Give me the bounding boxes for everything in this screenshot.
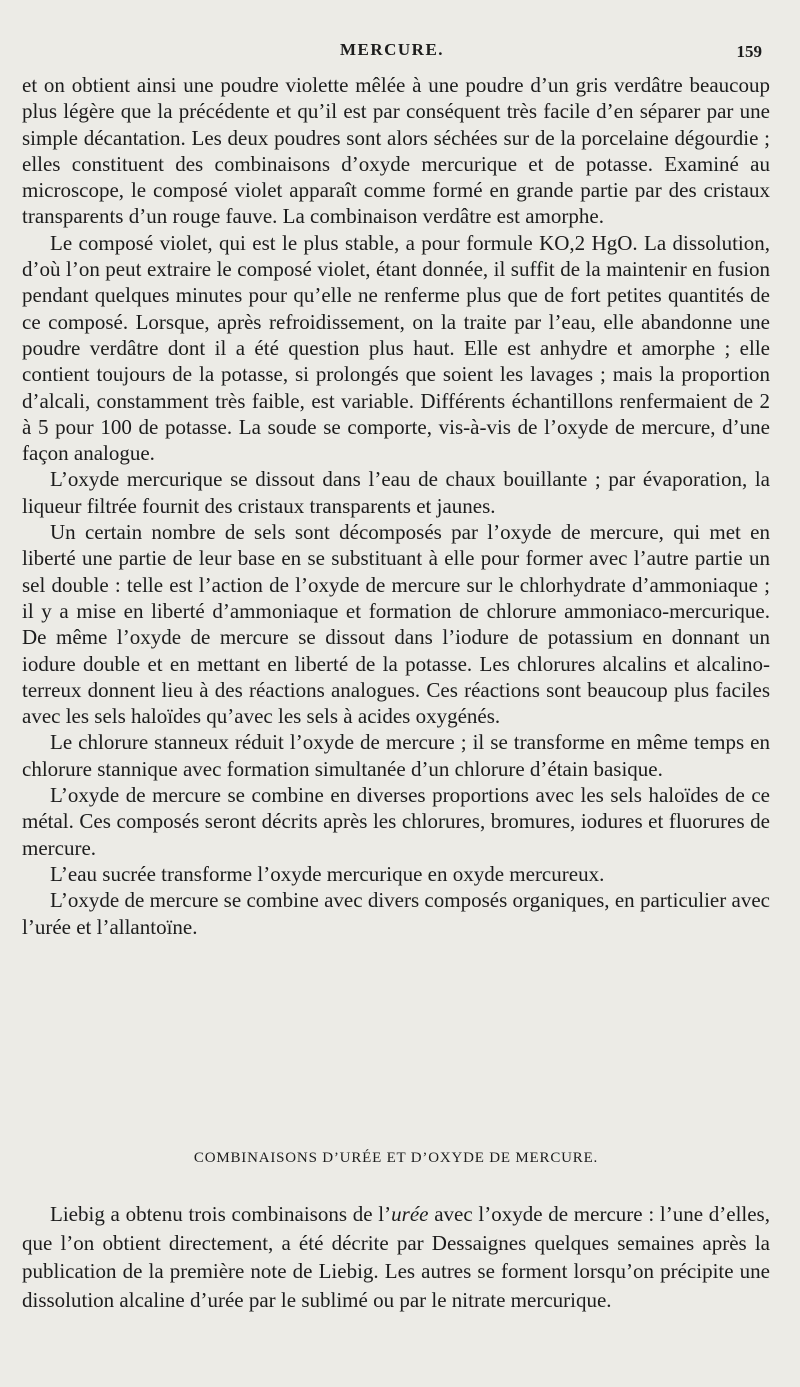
paragraph: L’eau sucrée transforme l’oxyde mercurique en oxyde mercureux. bbox=[50, 861, 605, 886]
paragraph-continuation: et on obtient ainsi une poudre violette mêlée à une poudre d’un gris verdâtre beaucoup plus légère que la précédente et qu’il est par conséquent très facile d’en séparer par une simple décantation. Les deux poudres sont alors séchées sur de la porcelaine dégourdie ; elles constituent des combinaisons d’oxyde mercurique et de potasse. Examiné au microscope, le composé violet apparaît comme formé en grande partie par des cristaux transparents d’un rouge fauve. La combinaison verdâtre est amorphe. bbox=[22, 73, 770, 229]
body-text bbox=[22, 72, 770, 940]
running-title: MERCURE. bbox=[339, 40, 445, 59]
section-text-start: Liebig a obtenu trois combinaisons de l’ bbox=[50, 1202, 392, 1226]
paragraph: L’oxyde de mercure se combine avec divers composés organiques, en particulier avec l’urée et l’allantoïne. bbox=[22, 888, 770, 939]
section-text bbox=[22, 1200, 770, 1314]
section-text-end: avec l’oxyde de mercure : l’une d’elles, que l’on obtient directement, a été décrite par Dessaignes quelques semaines après la publication de la première note de Liebig. Les autres se forment lorsqu’on précipite une dissolution alcaline d’urée par le sublimé ou par le nitrate mercurique. bbox=[22, 1202, 770, 1312]
section-paragraph bbox=[22, 1200, 770, 1314]
paragraph: Le composé violet, qui est le plus stable, a pour formule KO,2 HgO. La dissolution, d’où l’on peut extraire le composé violet, étant donnée, il suffit de la maintenir en fusion pendant quelques minutes pour qu’elle ne renferme plus que de fort petites quantités de ce composé. Lorsque, après refroidissement, on la traite par l’eau, elle abandonne une poudre verdâtre dont il a été question plus haut. Elle est anhydre et amorphe ; elle contient toujours de la potasse, si prolongés que soient les lavages ; mais la proportion d’alcali, constamment très faible, est variable. Différents échantillons renfermaient de 2 à 5 pour 100 de potasse. La soude se comporte, vis-à-vis de l’oxyde de mercure, d’une façon analogue. bbox=[22, 230, 770, 466]
paragraph: Un certain nombre de sels sont décomposés par l’oxyde de mercure, qui met en liberté une partie de leur base en se substituant à elle pour former avec l’autre partie un sel double : telle est l’action de l’oxyde de mercure sur le chlorhydrate d’ammoniaque ; il y a mise en liberté d’ammoniaque et formation de chlorure ammoniaco-mercurique. De même l’oxyde de mercure se dissout dans l’iodure de potassium en donnant un iodure double et en mettant en liberté de la potasse. Les chlorures alcalins et alcalino-terreux donnent lieu à des réactions analogues. Ces réactions sont beaucoup plus faciles avec les sels haloïdes qu’avec les sels à acides oxygénés. bbox=[22, 520, 770, 729]
page-number: 159 bbox=[736, 42, 762, 61]
paragraph: L’oxyde de mercure se combine en diverses proportions avec les sels haloïdes de ce métal. Ces composés seront décrits après les chlorures, bromures, iodures et fluorures de mercure. bbox=[22, 783, 770, 860]
section-italic-word: urée bbox=[391, 1202, 429, 1226]
section-heading: COMBINAISONS D’URÉE ET D’OXYDE DE MERCURE. bbox=[193, 1150, 599, 1166]
paragraph: Le chlorure stanneux réduit l’oxyde de mercure ; il se transforme en même temps en chlorure stannique avec formation simultanée d’un chlorure d’étain basique. bbox=[22, 730, 770, 781]
paragraph: L’oxyde mercurique se dissout dans l’eau de chaux bouillante ; par évaporation, la liqueur filtrée fournit des cristaux transparents et jaunes. bbox=[22, 467, 770, 518]
running-head bbox=[22, 36, 762, 66]
